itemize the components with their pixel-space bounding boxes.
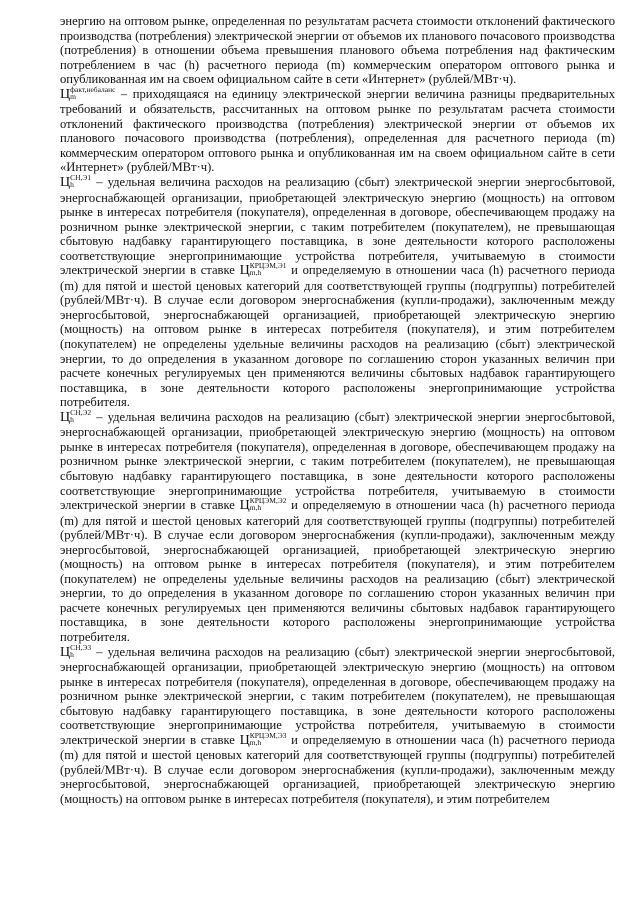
symbol-subscript: m,h xyxy=(249,268,262,278)
symbol-subscript: m,h xyxy=(249,737,262,747)
formula-symbol xyxy=(60,84,116,102)
symbol-letter: Ц xyxy=(60,175,71,191)
inline-formula-symbol xyxy=(240,263,287,277)
symbol-subscript: m,h xyxy=(249,503,262,513)
paragraph-text: – удельная величина расходов на реализацию (сбыт) электрической энергии энергосбытовой, энергоснабжающей организации, приобретающей электрическую энергию (мощность) на оптовом рынке в интересах потребителя (покупателя), определенная в договоре, обеспечивающем продажу на розничном рынке электрической энергии, с таким потребителем (покупателем), не превышающая сбытовую надбавку гарантирующего поставщика, в зоне деятельности которого расположены соответствующие энергопринимающие устройства потребителя, учитываемую в стоимости электрической энергии в ставке xyxy=(60,644,615,747)
symbol-letter: Ц xyxy=(239,732,250,748)
formula-symbol xyxy=(60,175,91,189)
formula-symbol xyxy=(60,642,92,660)
symbol-superscript: факт,небаланс xyxy=(70,84,116,94)
symbol-letter: Ц xyxy=(239,498,250,514)
symbol-superscript: КРЦЭМ,Э3 xyxy=(249,730,287,740)
paragraph-continuation xyxy=(60,14,615,87)
symbol-superscript: СН,Э3 xyxy=(70,642,92,652)
paragraph-text: – приходящаяся на единицу электрической энергии величина разницы предварительных требований и обязательств, рассчитанных на оптовом рынке по результатам расчета стоимости отклонений фактического производства (потребления) электрической энергии от объемов их планового почасового производства (потребления), определенная для расчетного периода (m) коммерческим оператором оптового рынка и опубликованная им на своем официальном сайте в сети «Интернет» (рублей/МВт·ч). xyxy=(60,86,615,175)
inline-formula-symbol xyxy=(239,730,287,748)
paragraph-text: и определяемую в отношении часа (h) расчетного периода (m) для пятой и шестой ценовых категорий для соответствующей группы (подгруппы) потребителей (рублей/МВт·ч). В случае если договором энергоснабжения (купли-продажи), заключенным между энергосбытовой, энергоснабжающей организацией, приобретающей электрическую энергию (мощность) на оптовом рынке в интересах потребителя (покупателя), и этим потребителем xyxy=(60,732,615,806)
paragraph-sales-cost-e2 xyxy=(60,407,615,645)
paragraph-fact-imbalance-price xyxy=(60,84,615,175)
document-page xyxy=(60,14,615,807)
inline-formula-symbol xyxy=(240,498,287,512)
paragraph-text: и определяемую в отношении часа (h) расчетного периода (m) для пятой и шестой ценовых категорий для соответствующей группы (подгруппы) потребителей (рублей/МВт·ч). В случае если договором энергоснабжения (купли-продажи), заключенным между энергосбытовой, энергоснабжающей организацией, приобретающей электрическую энергию (мощность) на оптовом рынке в интересах потребителя (покупателя), и этим потребителем (покупателем) не определены удельные величины расходов на реализацию (сбыт) электрической энергии, то до определения в указанном договоре по соглашению сторон указанных величин при расчете конечных регулируемых цен применяются величины сбытовых надбавок гарантирующего поставщика, в зоне деятельности которого расположены энергопринимающие устройства потребителя. xyxy=(60,263,615,410)
symbol-superscript: КРЦЭМ,Э1 xyxy=(249,261,287,271)
symbol-superscript: СН,Э2 xyxy=(70,407,92,417)
symbol-subscript: h xyxy=(70,414,74,424)
paragraph-text: – удельная величина расходов на реализацию (сбыт) электрической энергии энергосбытовой, энергоснабжающей организации, приобретающей электрическую энергию (мощность) на оптовом рынке в интересах потребителя (покупателя), определенная в договоре, обеспечивающем продажу на розничном рынке электрической энергии, с таким потребителем (покупателем), не превышающая сбытовую надбавку гарантирующего поставщика, в зоне деятельности которого расположены соответствующие энергопринимающие устройства потребителя, учитываемую в стоимости электрической энергии в ставке xyxy=(60,409,615,513)
symbol-letter: Ц xyxy=(60,644,71,660)
paragraph-sales-cost-e1 xyxy=(60,175,615,410)
paragraph-text: и определяемую в отношении часа (h) расчетного периода (m) для пятой и шестой ценовых категорий для соответствующей группы (подгруппы) потребителей (рублей/МВт·ч). В случае если договором энергоснабжения (купли-продажи), заключенным между энергосбытовой, энергоснабжающей организацией, приобретающей электрическую энергию (мощность) на оптовом рынке в интересах потребителя (покупателя), и этим потребителем (покупателем) не определены удельные величины расходов на реализацию (сбыт) электрической энергии, то до определения в указанном договоре по соглашению сторон указанных величин при расчете конечных регулируемых цен применяются величины сбытовых надбавок гарантирующего поставщика, в зоне деятельности которого расположены энергопринимающие устройства потребителя. xyxy=(60,498,615,644)
symbol-letter: Ц xyxy=(60,86,71,102)
symbol-subscript: h xyxy=(70,180,74,190)
symbol-subscript: h xyxy=(70,649,74,659)
symbol-superscript: КРЦЭМ,Э2 xyxy=(249,496,287,506)
symbol-letter: Ц xyxy=(60,409,71,425)
symbol-superscript: СН,Э1 xyxy=(70,173,92,183)
symbol-letter: Ц xyxy=(239,263,250,279)
paragraph-sales-cost-e3 xyxy=(60,642,615,807)
paragraph-text: энергию на оптовом рынке, определенная по результатам расчета стоимости отклонений фактического производства (потребления) электрической энергии от объемов их планового почасового производства (потребления) в отношении объема превышения планового объема потребления над фактическим потреблением в час (h) расчетного периода (m) коммерческим оператором оптового рынка и опубликованная им на своем официальном сайте в сети «Интернет» (рублей/МВт·ч). xyxy=(60,14,615,87)
symbol-subscript: m xyxy=(70,91,76,101)
formula-symbol xyxy=(60,407,92,425)
paragraph-text: – удельная величина расходов на реализацию (сбыт) электрической энергии энергосбытовой, энергоснабжающей организации, приобретающей электрическую энергию (мощность) на оптовом рынке в интересах потребителя (покупателя), определенная в договоре, обеспечивающем продажу на розничном рынке электрической энергии, с таким потребителем (покупателем), не превышающая сбытовую надбавку гарантирующего поставщика, в зоне деятельности которого расположены соответствующие энергопринимающие устройства потребителя, учитываемую в стоимости электрической энергии в ставке xyxy=(60,175,615,278)
